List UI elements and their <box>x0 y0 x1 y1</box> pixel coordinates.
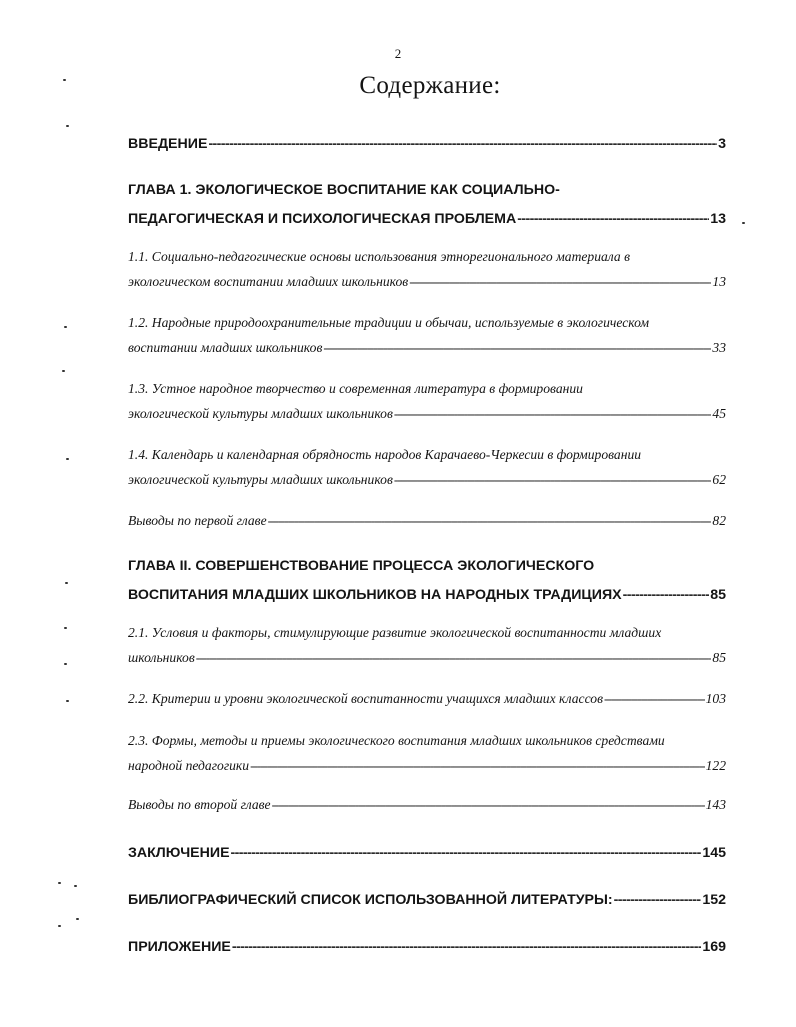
toc-page-number: 62 <box>712 472 726 487</box>
toc-entry-text-line2: воспитании младших школьников <box>128 340 323 355</box>
scan-speck <box>65 582 68 584</box>
toc-page-number: 33 <box>712 340 726 355</box>
toc-page-number: 103 <box>705 691 726 706</box>
toc-page-number: 45 <box>712 406 726 421</box>
toc-entry-conclusion[interactable] <box>128 839 726 868</box>
dot-leader <box>394 401 712 426</box>
toc-entry-text-line1: 1.2. Народные природоохранительные традиции и обычаи, используемые в экологическом <box>128 315 650 330</box>
toc-entry-section-1-3[interactable] <box>128 376 726 426</box>
toc-page-number: 152 <box>702 892 726 908</box>
toc-entry-text: Выводы по первой главе <box>128 513 267 528</box>
toc-entry-introduction[interactable] <box>128 130 726 159</box>
scan-speck <box>64 326 67 328</box>
dot-leader <box>250 753 705 778</box>
toc-page-number: 145 <box>702 845 726 861</box>
toc-page-number: 3 <box>718 136 726 152</box>
dot-leader <box>604 686 705 711</box>
scan-speck <box>742 222 745 224</box>
scan-speck <box>62 370 65 372</box>
toc-entry-text: Выводы по второй главе <box>128 797 271 812</box>
page-number: 2 <box>394 46 402 61</box>
dot-leader <box>623 581 710 610</box>
toc-page-number: 85 <box>712 650 726 665</box>
scan-speck <box>64 663 67 665</box>
toc-entry-text-line1: 1.3. Устное народное творчество и современная литература в формировании <box>128 381 583 396</box>
toc-entry-section-2-3[interactable] <box>128 728 726 778</box>
toc-entry-chapter-1-conclusions[interactable] <box>128 508 726 533</box>
toc-entry-section-1-2[interactable] <box>128 310 726 360</box>
toc-entry-text: ПРИЛОЖЕНИЕ <box>128 939 231 955</box>
toc-entry-text-line2: народной педагогики <box>128 758 250 773</box>
toc-entry-text: БИБЛИОГРАФИЧЕСКИЙ СПИСОК ИСПОЛЬЗОВАННОЙ ЛИТЕРАТУРЫ: <box>128 892 613 908</box>
scan-speck <box>76 918 79 920</box>
toc-entry-text-line2: ПЕДАГОГИЧЕСКАЯ И ПСИХОЛОГИЧЕСКАЯ ПРОБЛЕМА <box>128 211 517 227</box>
toc-entry-text: ЗАКЛЮЧЕНИЕ <box>128 845 230 861</box>
toc-page-number: 13 <box>712 274 726 289</box>
scan-speck <box>66 700 69 702</box>
dot-leader <box>272 792 705 817</box>
toc-entry-chapter-2[interactable] <box>128 552 726 610</box>
toc-entry-chapter-2-conclusions[interactable] <box>128 792 726 817</box>
scan-speck <box>63 79 66 81</box>
toc-entry-text-line2: экологической культуры младших школьников <box>128 406 393 421</box>
dot-leader <box>196 645 712 670</box>
toc-entry-text-line1: 2.3. Формы, методы и приемы экологического воспитания младших школьников средствами <box>128 733 665 748</box>
toc-entry-text-line1: 2.1. Условия и факторы, стимулирующие развитие экологической воспитанности младших <box>128 625 662 640</box>
dot-leader <box>517 205 709 234</box>
toc-entry-text: ВВЕДЕНИЕ <box>128 136 208 152</box>
toc-entry-bibliography[interactable] <box>128 886 726 915</box>
toc-entry-section-1-1[interactable] <box>128 244 726 294</box>
dot-leader <box>614 886 702 915</box>
dot-leader <box>208 130 717 159</box>
scan-speck <box>64 627 67 629</box>
toc-entry-appendix[interactable] <box>128 933 726 962</box>
toc-entry-section-1-4[interactable] <box>128 442 726 492</box>
page-title: Содержание: <box>359 72 501 99</box>
dot-leader <box>268 508 712 533</box>
toc-page-number: 85 <box>710 587 726 603</box>
toc-entry-chapter-1[interactable] <box>128 176 726 234</box>
dot-leader <box>232 933 701 962</box>
scan-speck <box>66 125 69 127</box>
toc-entry-section-2-2[interactable] <box>128 686 726 711</box>
toc-entry-text-line1: ГЛАВА II. СОВЕРШЕНСТВОВАНИЕ ПРОЦЕССА ЭКОЛОГИЧЕСКОГО <box>128 558 595 574</box>
scan-speck <box>58 882 61 884</box>
toc-entry-text: 2.2. Критерии и уровни экологической воспитанности учащихся младших классов <box>128 691 603 706</box>
toc-entry-text-line2: экологической культуры младших школьников <box>128 472 393 487</box>
dot-leader <box>394 467 712 492</box>
toc-page-number: 82 <box>712 513 726 528</box>
dot-leader <box>231 839 702 868</box>
dot-leader <box>323 335 711 360</box>
scan-speck <box>74 885 77 887</box>
toc-entry-text-line1: 1.4. Календарь и календарная обрядность народов Карачаево-Черкесии в формировании <box>128 447 642 462</box>
toc-page-number: 122 <box>705 758 726 773</box>
toc-entry-text-line2: школьников <box>128 650 195 665</box>
scan-speck <box>66 458 69 460</box>
scan-speck <box>58 925 61 927</box>
toc-entry-text-line1: 1.1. Социально-педагогические основы использования этнорегионального материала в <box>128 249 630 264</box>
dot-leader <box>409 269 711 294</box>
toc-entry-section-2-1[interactable] <box>128 620 726 670</box>
toc-page-number: 143 <box>705 797 726 812</box>
toc-page-number: 169 <box>702 939 726 955</box>
toc-entry-text-line1: ГЛАВА 1. ЭКОЛОГИЧЕСКОЕ ВОСПИТАНИЕ КАК СОЦИАЛЬНО- <box>128 182 560 198</box>
toc-entry-text-line2: экологическом воспитании младших школьников <box>128 274 409 289</box>
toc-page-number: 13 <box>710 211 726 227</box>
toc-entry-text-line2: ВОСПИТАНИЯ МЛАДШИХ ШКОЛЬНИКОВ НА НАРОДНЫХ ТРАДИЦИЯХ <box>128 587 622 603</box>
